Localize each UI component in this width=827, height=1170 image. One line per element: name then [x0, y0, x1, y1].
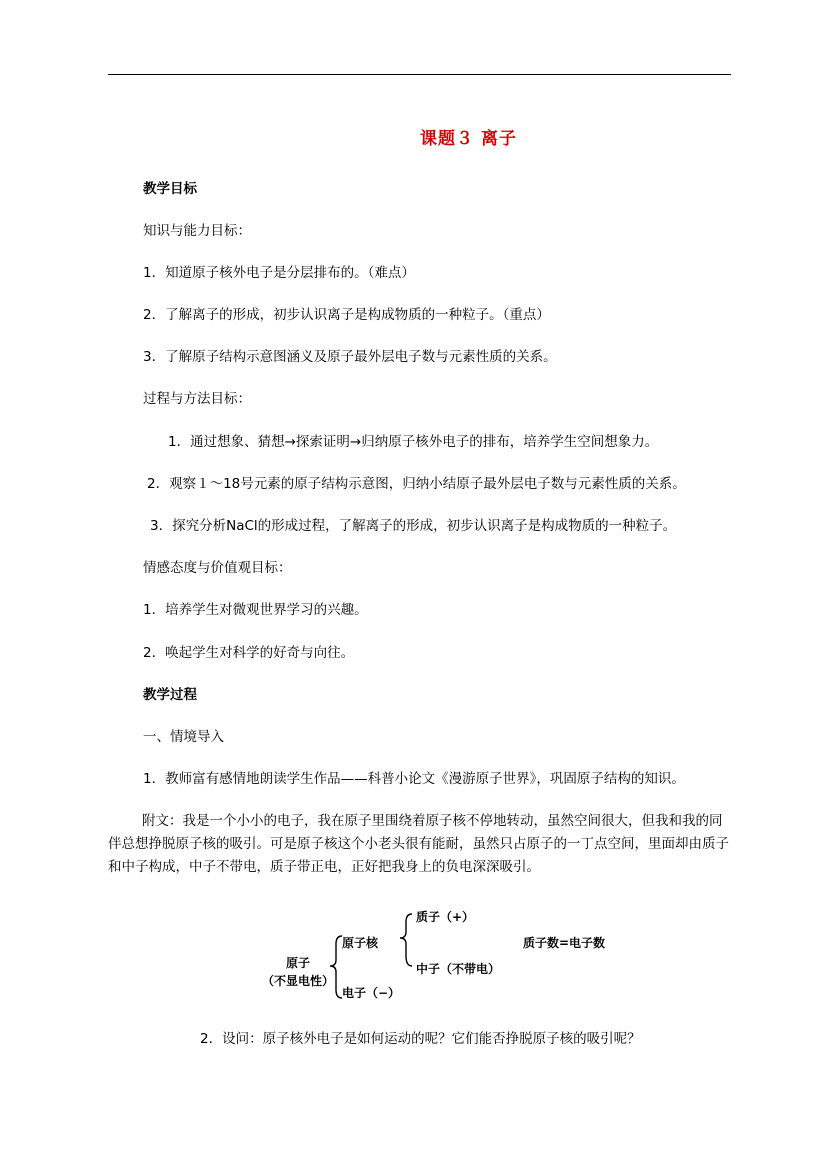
objectives-heading: 教学目标	[143, 181, 197, 197]
process-item: 2．观察１～18号元素的原子结构示意图，归纳小结原子最外层电子数与元素性质的关系。	[147, 476, 686, 492]
intro-heading: 一、情境导入	[143, 729, 224, 745]
neutron-label: 中子（不带电）	[416, 962, 501, 976]
relation-label: 质子数=电子数	[523, 936, 606, 950]
proton-label: 质子（+）	[416, 910, 475, 924]
essay-paragraph: 附文：我是一个小小的电子，我在原子里围绕着原子核不停地转动，虽然空间很大，但我和我的同伴总想挣脱原子核的吸引。可是原子核这个小老头很有能耐，虽然只占原子的一丁点空间，里面却由质子和中子构成，中子不带电，质子带正电，正好把我身上的负电深深吸引。	[108, 813, 729, 875]
question-item: 2．设问：原子核外电子是如何运动的呢？它们能否挣脱原子核的吸引呢？	[200, 1031, 641, 1047]
emotion-heading: 情感态度与价值观目标：	[143, 560, 292, 576]
process-item: 3．探究分析NaCl的形成过程，了解离子的形成，初步认识离子是构成物质的一种粒子。	[150, 518, 677, 534]
emotion-item: 2．唤起学生对科学的好奇与向往。	[143, 645, 355, 661]
knowledge-item: 1．知道原子核外电子是分层排布的。（难点）	[143, 265, 415, 281]
process-heading: 过程与方法目标：	[143, 391, 251, 407]
page-title: 课题３ 离子	[420, 129, 517, 149]
process-item: 1．通过想象、猜想→探索证明→归纳原子核外电子的排布，培养学生空间想象力。	[168, 434, 659, 450]
atom-note: （不显电性）	[262, 974, 335, 988]
header-rule	[108, 74, 731, 75]
atom-label: 原子	[286, 956, 311, 970]
knowledge-item: 3．了解原子结构示意图涵义及原子最外层电子数与元素性质的关系。	[143, 349, 557, 365]
knowledge-item: 2．了解离子的形成，初步认识离子是构成物质的一种粒子。（重点）	[143, 307, 550, 323]
nucleus-label: 原子核	[342, 936, 379, 950]
atom-structure-diagram	[250, 898, 650, 1008]
electron-label: 电子（−）	[342, 986, 401, 1000]
intro-item: 1．教师富有感情地朗读学生作品——科普小论文《漫游原子世界》，巩固原子结构的知识。	[143, 771, 685, 787]
emotion-item: 1．培养学生对微观世界学习的兴趣。	[143, 602, 368, 618]
knowledge-heading: 知识与能力目标：	[143, 223, 251, 239]
teaching-heading: 教学过程	[143, 687, 197, 703]
